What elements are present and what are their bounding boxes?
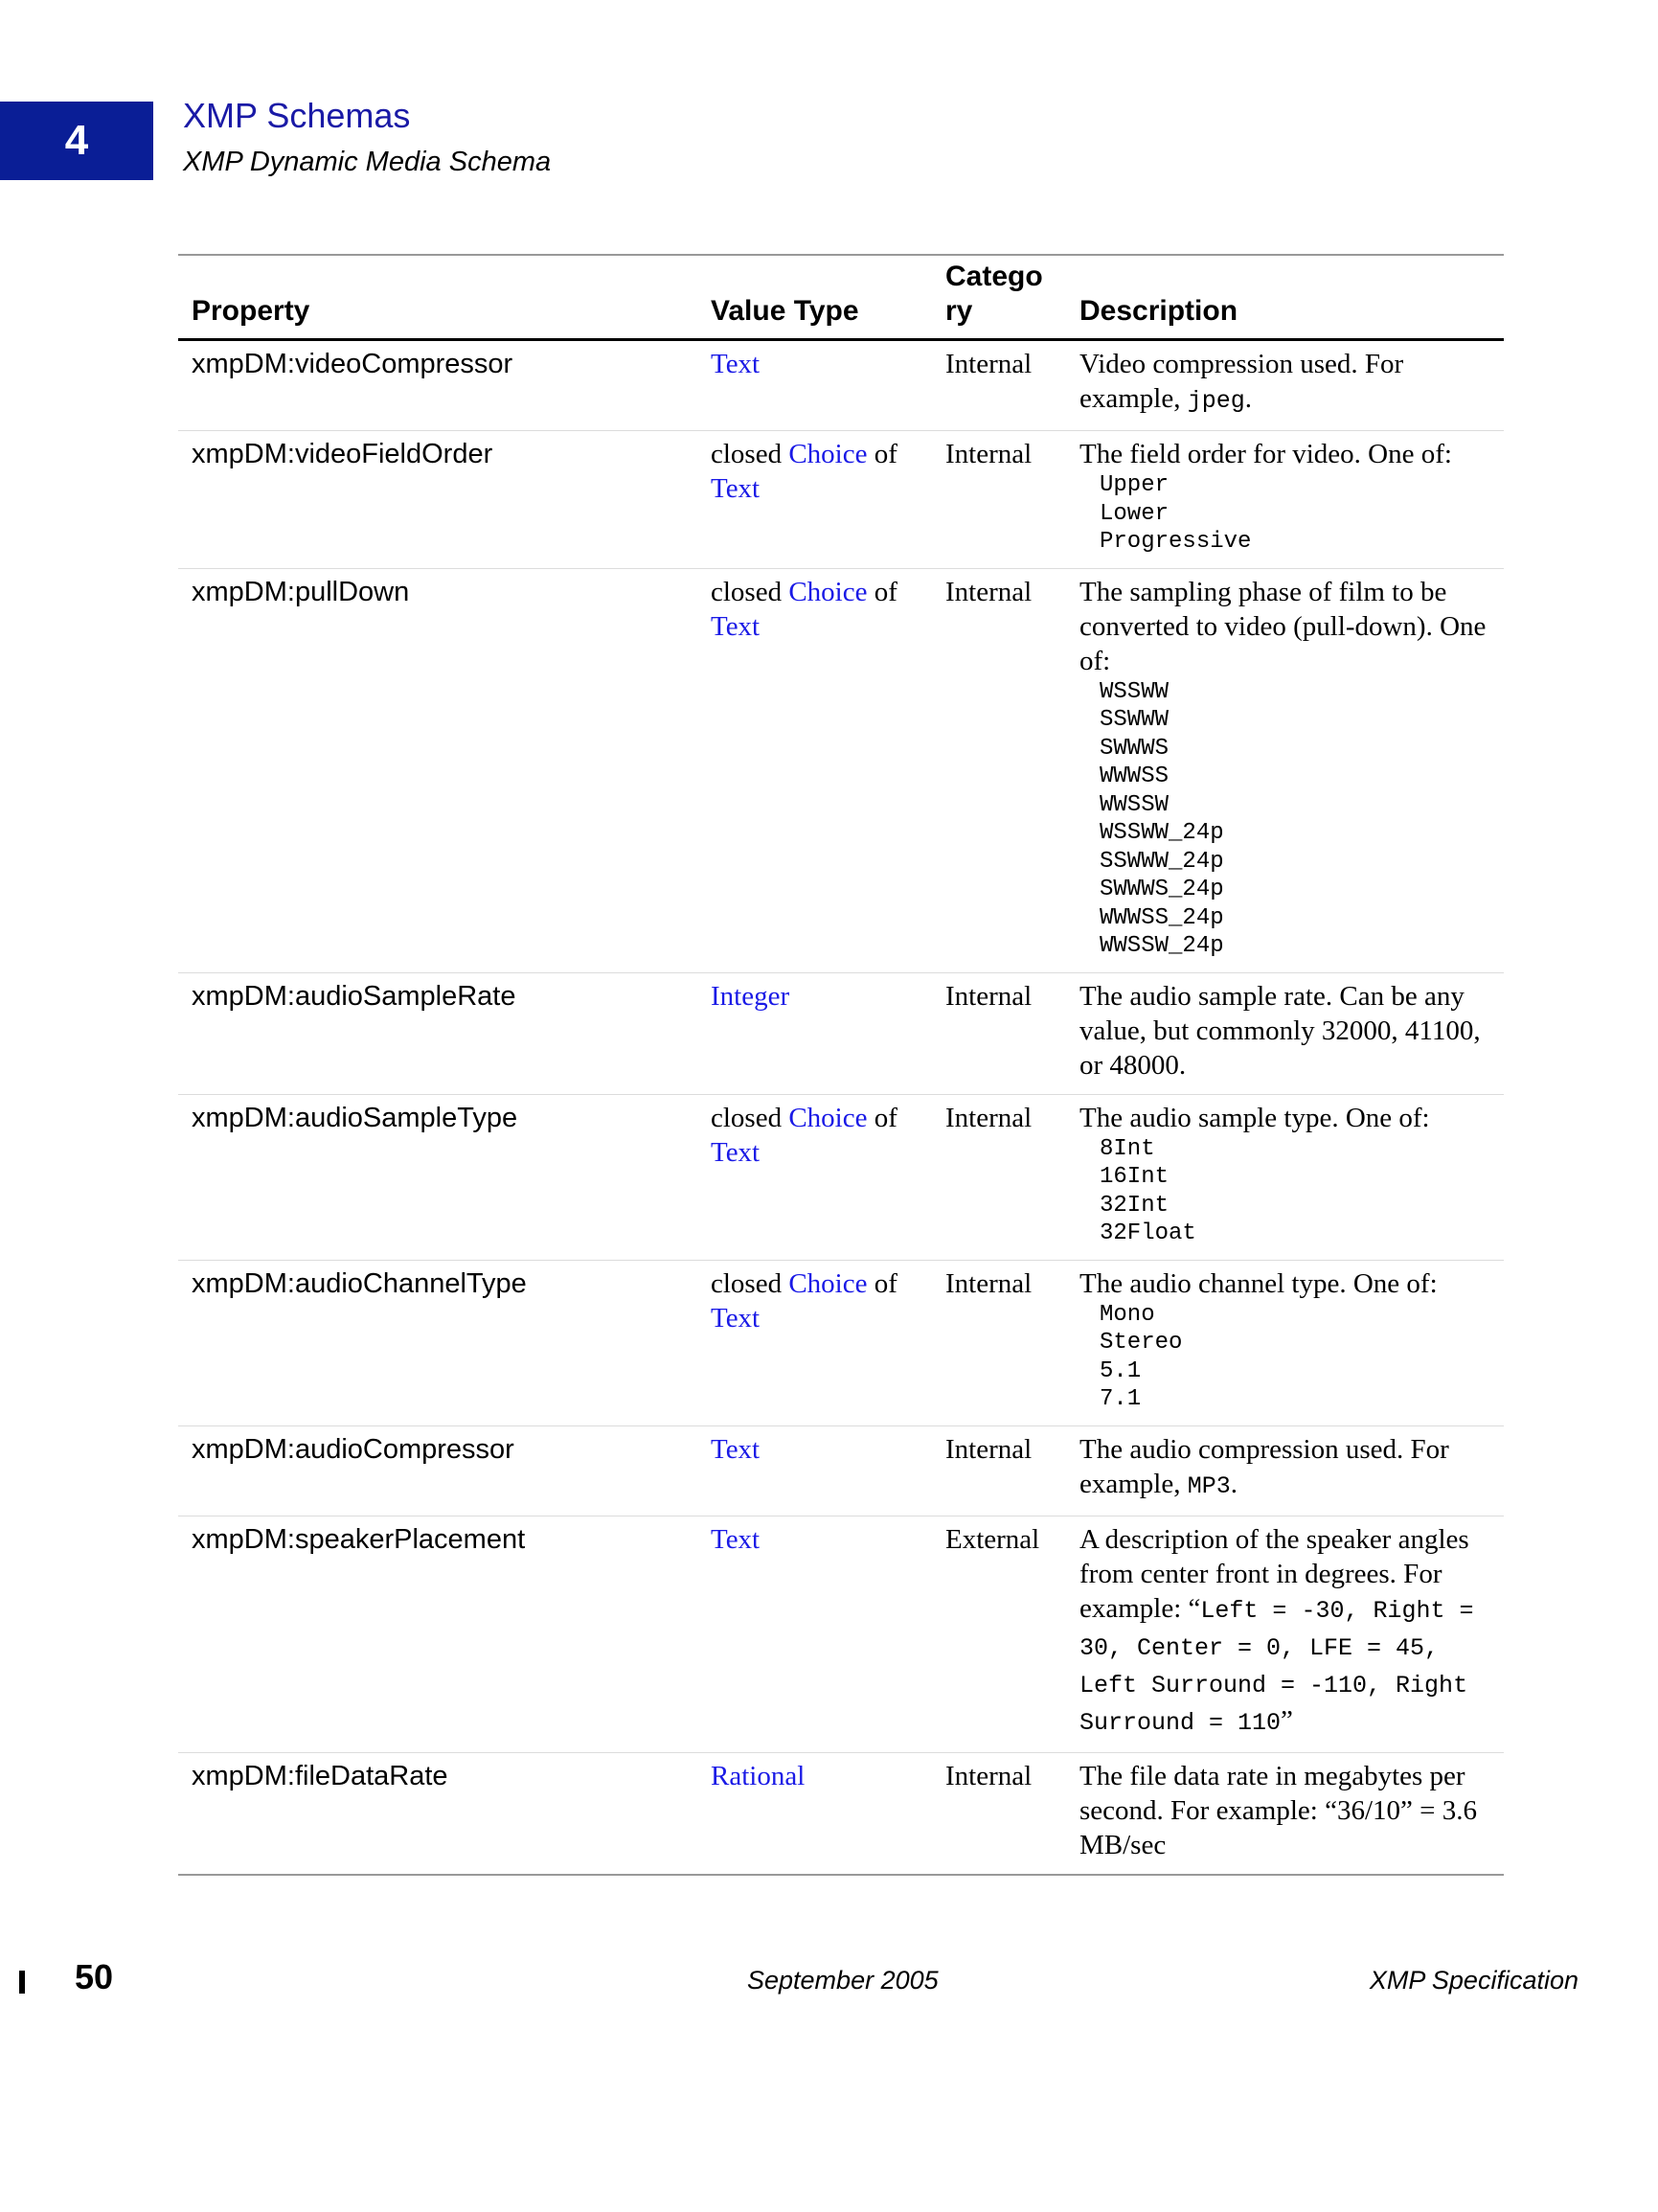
description-cell (1066, 1425, 1504, 1516)
description-cell (1066, 568, 1504, 972)
value-type-prefix: closed (711, 1102, 789, 1133)
value-type-link[interactable]: Text (711, 349, 761, 379)
header-category-line1: Catego (945, 261, 1043, 292)
option-value: Mono (1100, 1301, 1155, 1328)
description-text: The file data rate in megabytes per second. For example: “36/10” = 3.6 MB/sec (1079, 1760, 1478, 1860)
table-row (178, 972, 1504, 1094)
value-type-link[interactable]: Choice (788, 576, 868, 607)
description-cell (1066, 340, 1504, 431)
description-end: . (1244, 383, 1252, 414)
value-type-link-text[interactable]: Text (711, 1302, 761, 1334)
table-row (178, 1752, 1504, 1875)
description-text: The audio channel type. One of: (1079, 1267, 1438, 1299)
table-row (178, 568, 1504, 972)
value-type-cell (697, 568, 932, 972)
property-name: xmpDM:speakerPlacement (192, 1523, 526, 1555)
table-row (178, 1260, 1504, 1425)
property-name: xmpDM:audioSampleRate (192, 980, 516, 1012)
option-value: SWWWS (1100, 735, 1170, 762)
chapter-number-tab: 4 (0, 102, 153, 180)
value-type-prefix: closed (711, 1267, 789, 1299)
option-value: Upper (1100, 472, 1170, 498)
description-code: Left = -30, Right = 30, Center = 0, LFE = 45, Left Surround = -110, Right Surround = 110 (1079, 1596, 1474, 1737)
option-list (1079, 471, 1490, 557)
value-type-cell (697, 1425, 932, 1516)
option-value: 32Float (1100, 1220, 1196, 1246)
value-type-suffix: of (867, 439, 897, 469)
table-row (178, 1094, 1504, 1260)
value-type-cell (697, 972, 932, 1094)
change-bar (19, 1971, 25, 1994)
category: Internal (945, 1760, 1033, 1791)
property-name: xmpDM:audioCompressor (192, 1433, 514, 1465)
property-name: xmpDM:pullDown (192, 576, 410, 607)
option-value: 16Int (1100, 1164, 1170, 1190)
option-value: WWWSS (1100, 764, 1170, 789)
description-cell (1066, 1752, 1504, 1875)
value-type-prefix: closed (711, 576, 789, 607)
value-type-cell (697, 1260, 932, 1425)
category: Internal (945, 980, 1033, 1012)
value-type-suffix: of (867, 576, 897, 607)
option-list (1079, 1135, 1490, 1248)
option-value: WWWSS_24p (1100, 904, 1224, 931)
value-type-link[interactable]: Choice (788, 1102, 868, 1133)
property-name: xmpDM:fileDataRate (192, 1760, 448, 1791)
description-text: A description of the speaker angles from center front in degrees. For example: “ (1079, 1523, 1469, 1624)
value-type-suffix: of (867, 1267, 897, 1299)
value-type-link[interactable]: Text (711, 1433, 761, 1465)
header-property: Property (178, 255, 697, 340)
option-value: 7.1 (1100, 1386, 1142, 1412)
option-value: WWSSW_24p (1100, 933, 1224, 959)
value-type-prefix: closed (711, 439, 789, 469)
option-value: Lower (1100, 500, 1170, 527)
value-type-link[interactable]: Choice (788, 439, 868, 469)
value-type-link[interactable]: Choice (788, 1267, 868, 1299)
header-category (932, 255, 1066, 340)
description-text: The sampling phase of film to be converted to video (pull-down). One of: (1079, 576, 1487, 676)
description-cell (1066, 1516, 1504, 1752)
description-end: . (1230, 1468, 1238, 1499)
table-row (178, 340, 1504, 431)
footer-date: September 2005 (747, 1966, 939, 1995)
option-list (1079, 678, 1490, 961)
header-category-line2: ry (945, 295, 973, 327)
value-type-link-text[interactable]: Text (711, 610, 761, 642)
value-type-link-text[interactable]: Text (711, 473, 761, 504)
option-value: SSWWW_24p (1100, 848, 1224, 875)
property-name: xmpDM:audioChannelType (192, 1267, 527, 1299)
value-type-suffix: of (867, 1102, 897, 1133)
value-type-link[interactable]: Integer (711, 980, 790, 1012)
property-name: xmpDM:audioSampleType (192, 1102, 518, 1133)
section-title: XMP Dynamic Media Schema (183, 147, 552, 177)
property-name: xmpDM:videoFieldOrder (192, 439, 493, 469)
table-row (178, 1516, 1504, 1752)
category: Internal (945, 1102, 1033, 1133)
category: Internal (945, 439, 1033, 469)
value-type-link[interactable]: Rational (711, 1760, 806, 1791)
table-row (178, 431, 1504, 569)
table-header-row (178, 255, 1504, 340)
description-end: ” (1281, 1704, 1293, 1736)
category: Internal (945, 1433, 1033, 1465)
description-text: The field order for video. One of: (1079, 439, 1452, 469)
option-value: 5.1 (1100, 1357, 1142, 1384)
option-value: SWWWS_24p (1100, 877, 1224, 902)
description-code: jpeg (1187, 387, 1245, 415)
description-text: The audio sample rate. Can be any value, but commonly 32000, 41100, or 48000. (1079, 980, 1481, 1081)
value-type-cell (697, 1752, 932, 1875)
category: External (945, 1523, 1040, 1555)
option-value: 8Int (1100, 1135, 1155, 1162)
footer-document-title: XMP Specification (1369, 1966, 1579, 1995)
description-cell (1066, 431, 1504, 569)
property-table (178, 254, 1504, 1876)
page-number: 50 (75, 1957, 114, 1996)
category: Internal (945, 576, 1033, 607)
table-row (178, 1425, 1504, 1516)
description-text: The audio sample type. One of: (1079, 1102, 1430, 1133)
value-type-link-text[interactable]: Text (711, 1136, 761, 1168)
property-name: xmpDM:videoCompressor (192, 349, 513, 379)
option-value: WSSWW (1100, 678, 1170, 705)
option-value: Progressive (1100, 529, 1252, 555)
option-value: WWSSW (1100, 791, 1170, 818)
description-text: The audio compression used. For example, (1079, 1433, 1449, 1499)
value-type-cell (697, 1094, 932, 1260)
header-description: Description (1066, 255, 1504, 340)
description-text: Video compression used. For example, (1079, 349, 1404, 414)
description-cell (1066, 1094, 1504, 1260)
option-value: 32Int (1100, 1192, 1170, 1219)
description-code: MP3 (1187, 1471, 1231, 1500)
value-type-cell (697, 431, 932, 569)
category: Internal (945, 349, 1033, 379)
header-value-type: Value Type (697, 255, 932, 340)
option-value: SSWWW (1100, 707, 1170, 733)
value-type-link[interactable]: Text (711, 1523, 761, 1555)
option-value: Stereo (1100, 1330, 1183, 1356)
category: Internal (945, 1267, 1033, 1299)
value-type-cell (697, 340, 932, 431)
option-value: WSSWW_24p (1100, 820, 1224, 846)
description-cell (1066, 1260, 1504, 1425)
option-list (1079, 1301, 1490, 1414)
description-cell (1066, 972, 1504, 1094)
chapter-title: XMP Schemas (183, 96, 411, 135)
value-type-cell (697, 1516, 932, 1752)
